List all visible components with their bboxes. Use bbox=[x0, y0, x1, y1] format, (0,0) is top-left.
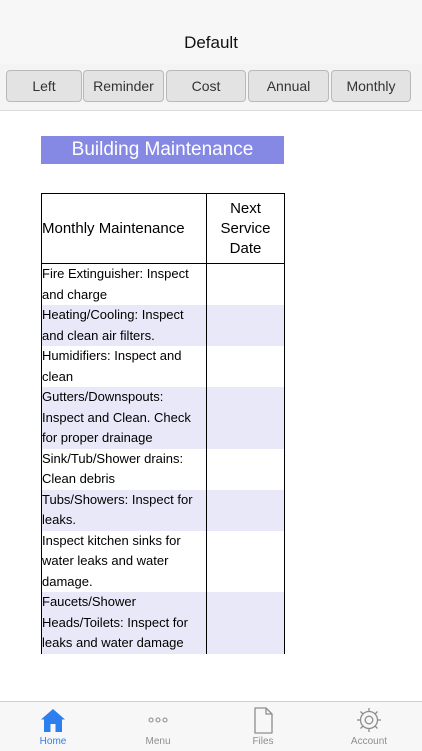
tab-files[interactable] bbox=[223, 702, 303, 751]
table-row[interactable] bbox=[42, 592, 285, 654]
segmented-control bbox=[0, 64, 422, 111]
date-cell[interactable] bbox=[207, 531, 285, 593]
segment-left[interactable]: Left bbox=[6, 70, 82, 102]
table-header-row bbox=[42, 194, 285, 264]
segment-reminder[interactable]: Reminder bbox=[83, 70, 164, 102]
tab-menu-label: Menu bbox=[145, 736, 171, 747]
task-cell: Gutters/Downspouts: Inspect and Clean. Check for proper drainage bbox=[42, 387, 207, 449]
table-row[interactable] bbox=[42, 387, 285, 449]
tab-menu[interactable] bbox=[118, 702, 198, 751]
gear-icon bbox=[355, 706, 383, 734]
table-row[interactable] bbox=[42, 346, 285, 387]
table-row[interactable] bbox=[42, 531, 285, 593]
task-cell: Fire Extinguisher: Inspect and charge bbox=[42, 264, 207, 306]
segment-annual[interactable]: Annual bbox=[248, 70, 329, 102]
table-row[interactable] bbox=[42, 305, 285, 346]
date-cell[interactable] bbox=[207, 264, 285, 306]
task-cell: Inspect kitchen sinks for water leaks and water damage. bbox=[42, 531, 207, 593]
maintenance-table bbox=[41, 193, 285, 654]
date-cell[interactable] bbox=[207, 449, 285, 490]
content-area[interactable] bbox=[0, 111, 422, 701]
table-row[interactable] bbox=[42, 449, 285, 490]
tab-account-label: Account bbox=[350, 736, 388, 747]
date-cell[interactable] bbox=[207, 592, 285, 654]
column-header-date: Next Service Date bbox=[207, 194, 285, 264]
section-banner: Building Maintenance bbox=[41, 136, 284, 164]
tab-home[interactable] bbox=[13, 702, 93, 751]
date-cell[interactable] bbox=[207, 490, 285, 531]
column-header-task: Monthly Maintenance bbox=[42, 194, 207, 264]
file-icon bbox=[249, 706, 277, 734]
table-row[interactable] bbox=[42, 264, 285, 306]
tab-bar bbox=[0, 701, 422, 751]
date-cell[interactable] bbox=[207, 346, 285, 387]
task-cell: Faucets/Shower Heads/Toilets: Inspect for leaks and water damage bbox=[42, 592, 207, 654]
tab-files-label: Files bbox=[252, 736, 274, 747]
navigation-bar bbox=[0, 0, 422, 65]
task-cell: Tubs/Showers: Inspect for leaks. bbox=[42, 490, 207, 531]
home-icon bbox=[39, 706, 67, 734]
task-cell: Sink/Tub/Shower drains: Clean debris bbox=[42, 449, 207, 490]
more-icon bbox=[144, 706, 172, 734]
task-cell: Heating/Cooling: Inspect and clean air filters. bbox=[42, 305, 207, 346]
date-cell[interactable] bbox=[207, 387, 285, 449]
tab-account[interactable] bbox=[329, 702, 409, 751]
tab-home-label: Home bbox=[39, 736, 67, 747]
date-cell[interactable] bbox=[207, 305, 285, 346]
page-title: Default bbox=[184, 33, 238, 52]
segment-monthly[interactable]: Monthly bbox=[331, 70, 411, 102]
table-row[interactable] bbox=[42, 490, 285, 531]
segment-cost[interactable]: Cost bbox=[166, 70, 246, 102]
task-cell: Humidifiers: Inspect and clean bbox=[42, 346, 207, 387]
